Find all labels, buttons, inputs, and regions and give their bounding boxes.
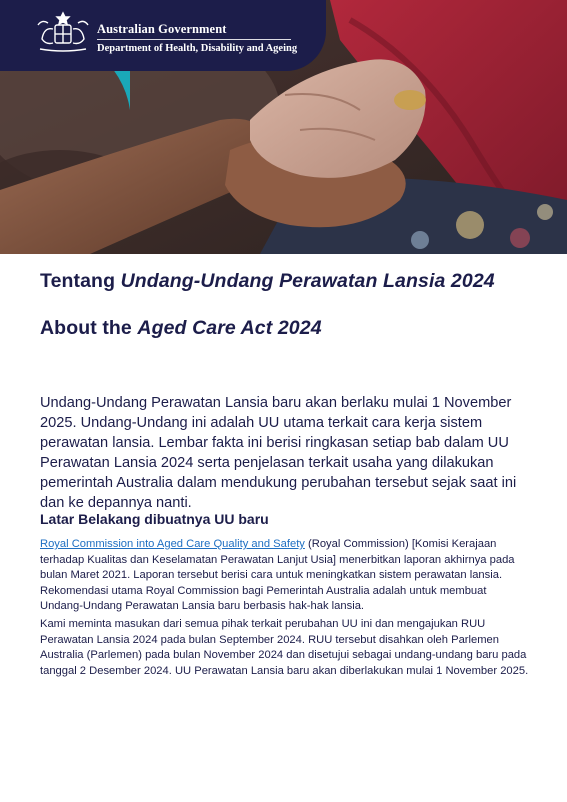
intro-paragraph: Undang-Undang Perawatan Lansia baru akan berlaku mulai 1 November 2025. Undang-Undang ini adalah UU utama terkait cara kerja sistem perawatan lansia. Lembar fakta ini berisi ringkasan setiap bab dalam UU Perawatan Lansia 2024 serta penjelasan terkait usaha yang dilakukan pemerintah Australia dalam mendukung perubahan tersebut sejak saat ini dan ke depannya nanti. <box>40 394 517 511</box>
title-english-prefix: About the <box>40 317 138 339</box>
title-indonesian-prefix: Tentang <box>40 270 121 292</box>
government-banner <box>0 0 326 71</box>
title-english-act-name: Aged Care Act 2024 <box>137 317 322 339</box>
section-heading: Latar Belakang dibuatnya UU baru <box>40 511 269 527</box>
title-english <box>40 317 322 340</box>
title-indonesian <box>40 270 495 293</box>
department-name: Department of Health, Disability and Ageing <box>97 43 298 54</box>
royal-commission-link[interactable]: Royal Commission into Aged Care Quality and Safety <box>40 538 305 550</box>
background-paragraph-1 <box>40 537 532 615</box>
government-name: Australian Government <box>97 22 227 36</box>
title-indonesian-act-name: Undang-Undang Perawatan Lansia 2024 <box>120 270 495 292</box>
coat-of-arms-icon <box>34 9 92 55</box>
banner-divider <box>97 39 291 40</box>
background-paragraph-1-text: (Royal Commission) [Komisi Kerajaan terhadap Kualitas dan Keselamatan Perawatan Lanjut Usia] menerbitkan laporan akhirnya pada bulan Maret 2021. Laporan tersebut berisi cara untuk meningkatkan sistem perawatan lansia. Rekomendasi utama Royal Commission bagi Pemerintah Australia adalah untuk membuat Undang-Undang Perawatan Lansia baru berbasis hak-hak lansia. <box>40 538 515 612</box>
background-paragraph-2: Kami meminta masukan dari semua pihak terkait perubahan UU ini dan mengajukan RUU Perawatan Lansia 2024 pada bulan September 2024. RUU tersebut disahkan oleh Parlemen Australia (Parlemen) pada bulan November 2024 dan disetujui sebagai undang-undang baru pada tanggal 2 Desember 2024. UU Perawatan Lansia baru akan diberlakukan mulai 1 November 2025. <box>40 618 529 677</box>
